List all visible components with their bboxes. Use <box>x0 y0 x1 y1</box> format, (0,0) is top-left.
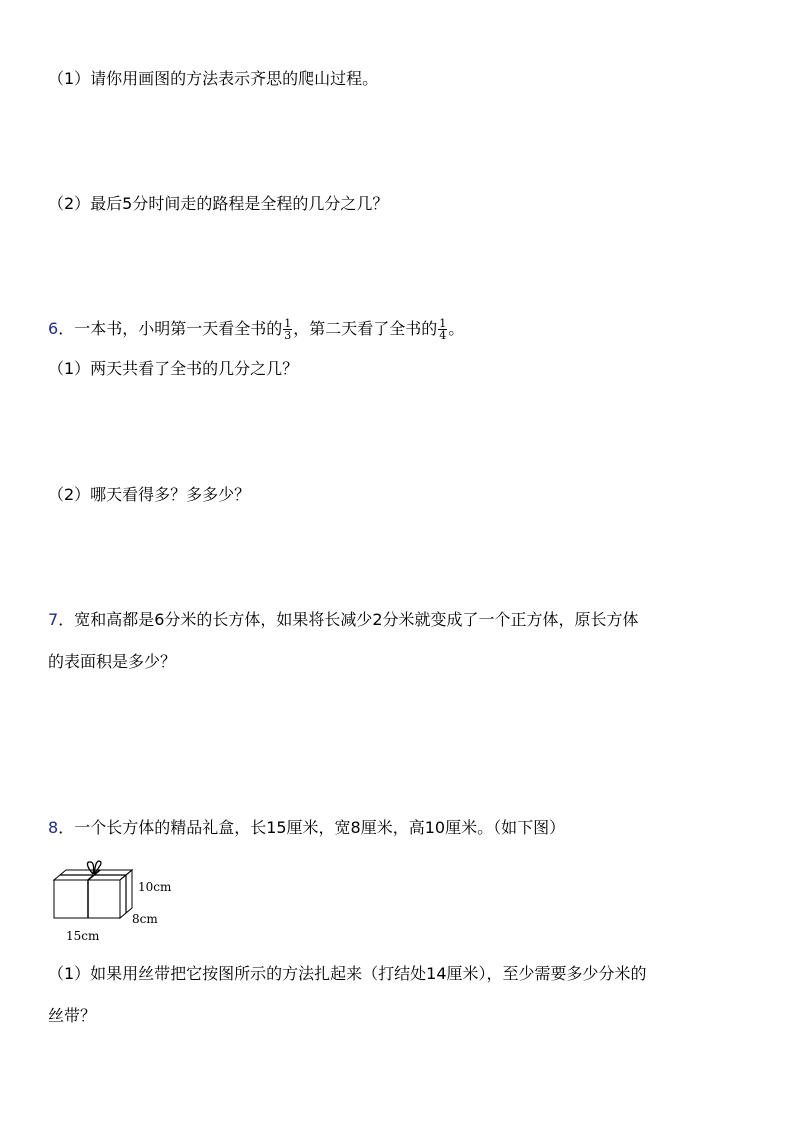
q5-sub1: （1）请你用画图的方法表示齐思的爬山过程。 <box>48 69 379 88</box>
q8-line1: 8．一个长方体的精品礼盒，长15厘米，宽8厘米，高10厘米。（如下图） <box>48 818 566 837</box>
q7-number: 7 <box>48 610 59 629</box>
q8-sub1-line1: （1）如果用丝带把它按图所示的方法扎起来（打结处14厘米），至少需要多少分米的 <box>48 964 647 983</box>
fraction-one-quarter: $\frac{1}{4}$ <box>439 317 447 342</box>
q6-text-c: 。 <box>448 319 465 338</box>
q6-text-a: ．一本书，小明第一天看全书的 <box>58 319 283 338</box>
q8-number: 8 <box>48 818 59 837</box>
q5-sub2: （2）最后5分时间走的路程是全程的几分之几？ <box>48 194 389 213</box>
length-label: 15cm <box>66 929 100 943</box>
q7-line1: 7．宽和高都是6分米的长方体，如果将长减少2分米就变成了一个正方体，原长方体 <box>48 610 639 629</box>
fraction-one-third: $\frac{1}{3}$ <box>284 317 292 342</box>
width-label: 8cm <box>132 912 158 926</box>
q6-sub2: （2）哪天看得多？多多少？ <box>48 485 251 504</box>
q8-sub1-line2: 丝带？ <box>48 1006 97 1025</box>
q7-line2: 的表面积是多少？ <box>48 652 177 671</box>
height-label: 10cm <box>138 880 172 894</box>
gift-box-figure <box>48 858 208 948</box>
q6-number: 6 <box>48 319 59 338</box>
q6-stem <box>48 318 464 341</box>
q6-sub1: （1）两天共看了全书的几分之几？ <box>48 359 299 378</box>
q6-text-b: ，第二天看了全书的 <box>293 319 438 338</box>
